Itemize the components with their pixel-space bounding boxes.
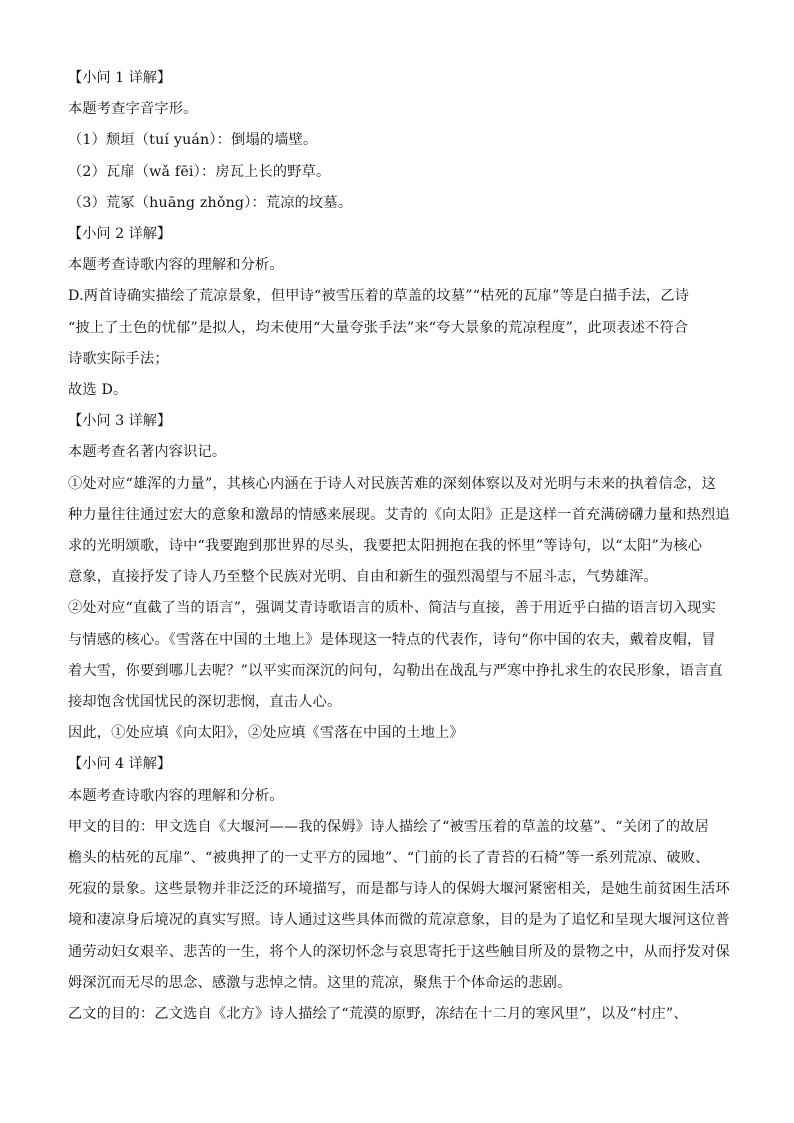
text-line: 意象，直接抒发了诗人乃至整个民族对光明、自由和新生的强烈渴望与不屈斗志，气势雄浑。 bbox=[68, 569, 658, 586]
text-line: （3）荒冢（huāng zhǒng）：荒凉的坟墓。 bbox=[68, 194, 353, 211]
section-heading-q1: 【小问 1 详解】 bbox=[68, 70, 172, 86]
text-line: 本题考查字音字形。 bbox=[68, 101, 198, 118]
text-line: D.两首诗确实描绘了荒凉景象，但甲诗“被雪压着的草盖的坟墓”“枯死的瓦扉”等是白描手法，乙诗 bbox=[68, 288, 690, 305]
text-line: （1）颓垣（tuí yuán）：倒塌的墙壁。 bbox=[68, 132, 318, 149]
text-line: 姆深沉而无尽的思念、感激与悲悼之情。这里的荒凉，聚焦于个体命运的悲剧。 bbox=[68, 974, 572, 991]
text-line: 檐头的枯死的瓦扉”、“被典押了的一丈平方的园地”、“门前的长了青苔的石椅”等一系列荒凉、破败、 bbox=[68, 850, 710, 867]
text-line: 诗歌实际手法； bbox=[68, 350, 169, 367]
text-line: 求的光明颂歌，诗中“我要跑到那世界的尽头，我要把太阳拥抱在我的怀里”等诗句，以“太阳”为核心 bbox=[68, 538, 703, 555]
text-line: 境和凄凉身后境况的真实写照。诗人通过这些具体而微的荒凉意象，目的是为了追忆和呈现大堰河这位普 bbox=[68, 912, 730, 929]
text-line: 因此，①处应填《向太阳》，②处应填《雪落在中国的土地上》 bbox=[68, 725, 464, 742]
text-line: 乙文的目的：乙文选自《北方》诗人描绘了“荒漠的原野，冻结在十二月的寒风里”，以及“村庄”、 bbox=[68, 1006, 688, 1023]
text-line: 本题考查诗歌内容的理解和分析。 bbox=[68, 257, 284, 274]
text-line: 甲文的目的：甲文选自《大堰河——我的保姆》诗人描绘了“被雪压着的草盖的坟墓”、“关闭了的故居 bbox=[68, 818, 710, 835]
text-line: 着大雪，你要到哪儿去呢？”以平实而深沉的问句，勾勒出在战乱与严寒中挣扎求生的农民形象，语言直 bbox=[68, 662, 723, 679]
section-heading-q3: 【小问 3 详解】 bbox=[68, 413, 172, 430]
text-line: 种力量往往通过宏大的意象和激昂的情感来展现。艾青的《向太阳》正是这样一首充满磅礴力量和热烈追 bbox=[68, 506, 730, 523]
text-line: 与情感的核心。《雪落在中国的土地上》是体现这一特点的代表作，诗句“你中国的农夫，戴着皮帽，冒 bbox=[68, 631, 716, 648]
section-heading-q4: 【小问 4 详解】 bbox=[68, 756, 172, 773]
text-line: 故选 D。 bbox=[68, 382, 128, 399]
section-heading-q2: 【小问 2 详解】 bbox=[68, 226, 172, 243]
text-line: “披上了土色的忧郁”是拟人，均未使用“大量夸张手法”来“夸大景象的荒凉程度”，此项表述不符合 bbox=[68, 319, 689, 336]
text-line: ①处对应“雄浑的力量”，其核心内涵在于诗人对民族苦难的深刻体察以及对光明与未来的执着信念，这 bbox=[68, 475, 716, 492]
text-line: 死寂的景象。这些景物并非泛泛的环境描写，而是都与诗人的保姆大堰河紧密相关，是她生前贫困生活环 bbox=[68, 881, 730, 898]
text-line: ②处对应“直截了当的语言”，强调艾青诗歌语言的质朴、简洁与直接，善于用近乎白描的语言切入现实 bbox=[68, 600, 716, 617]
text-line: 本题考查诗歌内容的理解和分析。 bbox=[68, 787, 284, 804]
text-line: 接却饱含忧国忧民的深切悲悯，直击人心。 bbox=[68, 694, 342, 711]
text-line: 本题考查名著内容识记。 bbox=[68, 444, 227, 461]
text-line: （2）瓦扉（wǎ fēi）：房瓦上长的野草。 bbox=[68, 163, 331, 180]
document-body bbox=[68, 63, 728, 1030]
text-line: 通劳动妇女艰辛、悲苦的一生，将个人的深切怀念与哀思寄托于这些触目所及的景物之中，从而抒发对保 bbox=[68, 943, 730, 960]
